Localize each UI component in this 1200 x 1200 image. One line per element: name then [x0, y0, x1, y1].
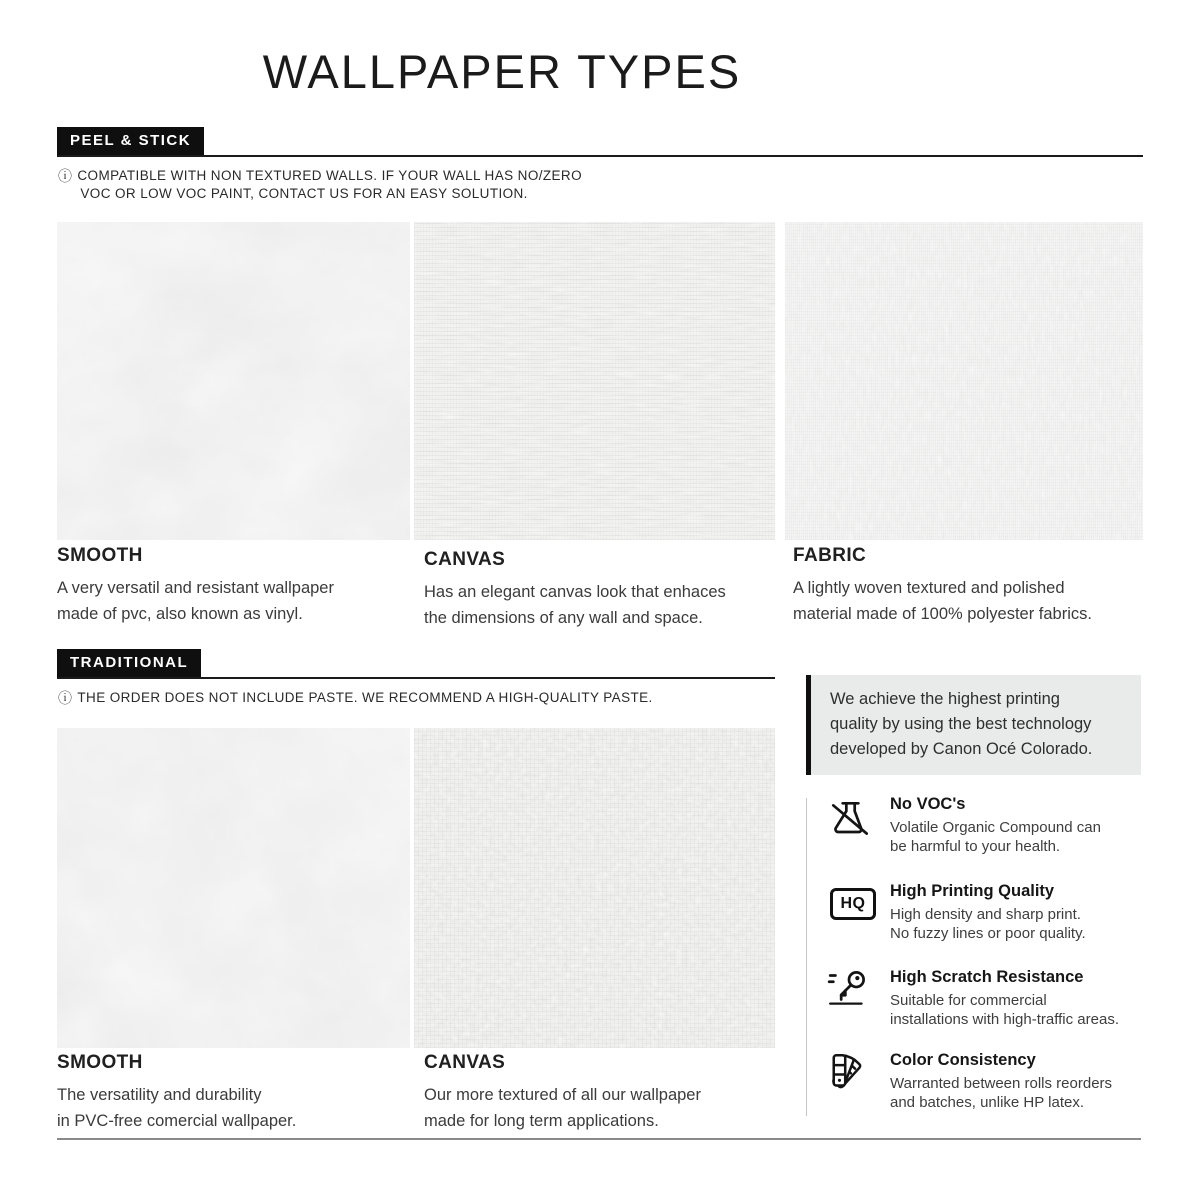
desc-line: Volatile Organic Compound can [890, 819, 1101, 836]
desc-line: be harmful to your health. [890, 838, 1061, 855]
desc-line: material made of 100% polyester fabrics. [793, 605, 1092, 623]
desc-line: A very versatil and resistant wallpaper [57, 579, 334, 597]
feature-title: No VOC's [890, 795, 966, 813]
canvas-swatch-image [414, 728, 775, 1048]
desc-line: made of pvc, also known as vinyl. [57, 605, 303, 623]
desc-line: made for long term applications. [424, 1112, 659, 1130]
smooth-swatch-image [57, 728, 410, 1048]
feature-description [890, 991, 1145, 1029]
note-line: VOC OR LOW VOC PAINT, CONTACT US FOR AN EASY SOLUTION. [80, 186, 528, 201]
bottom-divider [57, 1138, 1141, 1140]
swatch-description [793, 575, 1148, 627]
page-title: WALLPAPER TYPES [262, 45, 742, 98]
desc-line: Has an elegant canvas look that enhaces [424, 583, 726, 601]
printing-quality-quote [806, 675, 1141, 775]
desc-line: No fuzzy lines or poor quality. [890, 925, 1086, 942]
swatch-description [424, 579, 779, 631]
swatch-title: SMOOTH [57, 545, 143, 566]
section-label-traditional: TRADITIONAL [57, 649, 201, 677]
desc-line: in PVC-free comercial wallpaper. [57, 1112, 297, 1130]
key-scratch-icon [824, 964, 874, 1012]
feature-description [890, 818, 1140, 856]
fabric-swatch-image [785, 222, 1143, 540]
feature-title: High Scratch Resistance [890, 968, 1084, 986]
smooth-swatch-image [57, 222, 410, 540]
section-label-peel-and-stick: PEEL & STICK [57, 127, 204, 155]
feature-high-scratch-resistance [890, 968, 1145, 1029]
traditional-note [58, 689, 758, 707]
desc-line: and batches, unlike HP latex. [890, 1094, 1085, 1111]
desc-line: installations with high-traffic areas. [890, 1011, 1119, 1028]
note-line: COMPATIBLE WITH NON TEXTURED WALLS. IF YOUR WALL HAS NO/ZERO [77, 168, 582, 183]
canvas-swatch-image [414, 222, 775, 540]
feature-high-printing-quality [890, 882, 1140, 943]
feature-description [890, 905, 1140, 943]
desc-line: Our more textured of all our wallpaper [424, 1086, 701, 1104]
desc-line: the dimensions of any wall and space. [424, 609, 703, 627]
peel-and-stick-note [58, 167, 698, 203]
feature-no-voc [890, 795, 1140, 856]
desc-line: The versatility and durability [57, 1086, 262, 1104]
feature-title: High Printing Quality [890, 882, 1055, 900]
color-swatches-icon [828, 1050, 876, 1098]
canvas-caption [424, 549, 779, 631]
swatch-title: CANVAS [424, 1052, 506, 1073]
swatch-title: SMOOTH [57, 1052, 143, 1073]
quote-line: developed by Canon Océ Colorado. [830, 740, 1093, 758]
swatch-description [57, 1082, 402, 1134]
quote-line: quality by using the best technology [830, 715, 1092, 733]
feature-description [890, 1074, 1145, 1112]
quote-line: We achieve the highest printing [830, 690, 1060, 708]
smooth-caption [57, 1052, 402, 1134]
section-header-traditional [57, 649, 775, 679]
swatch-description [57, 575, 402, 627]
desc-line: Warranted between rolls reorders [890, 1075, 1113, 1092]
hq-badge-label: HQ [830, 888, 876, 920]
no-voc-flask-icon [826, 796, 874, 844]
hq-badge-icon [830, 888, 876, 920]
desc-line: Suitable for commercial [890, 992, 1047, 1009]
info-icon: ⓘ [58, 690, 73, 706]
swatch-title: CANVAS [424, 549, 506, 570]
desc-line: A lightly woven textured and polished [793, 579, 1065, 597]
canvas-caption [424, 1052, 779, 1134]
swatch-title: FABRIC [793, 545, 867, 566]
smooth-caption [57, 545, 402, 627]
section-header-peel-and-stick [57, 127, 1143, 157]
feature-color-consistency [890, 1051, 1145, 1112]
fabric-caption [793, 545, 1148, 627]
feature-title: Color Consistency [890, 1051, 1036, 1069]
note-line: THE ORDER DOES NOT INCLUDE PASTE. WE RECOMMEND A HIGH-QUALITY PASTE. [77, 690, 653, 705]
feature-list-rail [806, 798, 807, 1116]
swatch-description [424, 1082, 779, 1134]
info-icon: ⓘ [58, 168, 73, 184]
desc-line: High density and sharp print. [890, 906, 1081, 923]
